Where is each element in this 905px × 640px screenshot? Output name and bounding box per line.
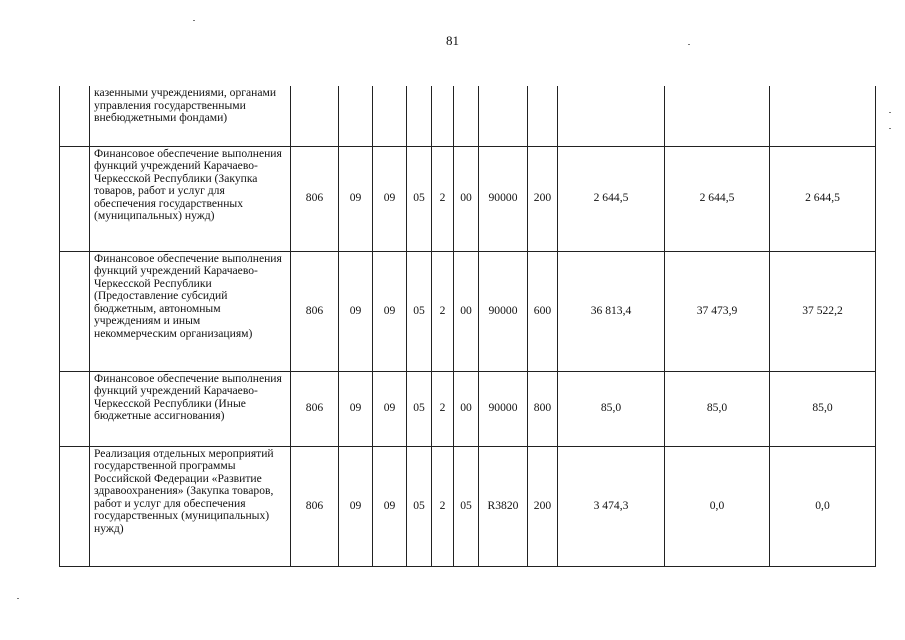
section-code-cell: 09: [339, 446, 373, 566]
amount-year-1-cell: 2 644,5: [558, 146, 665, 251]
scan-speck: [17, 598, 19, 599]
subsection-code-cell: 09: [373, 251, 407, 371]
ministry-code-cell: 806: [291, 251, 339, 371]
amount-year-3-cell: [770, 86, 876, 146]
row-description: Реализация отдельных мероприятий государственной программы Российской Федерации «Развитие здравоохранения» (Закупка товаров, работ и услуг для обеспечения государственных (муниципальных) нужд): [90, 446, 291, 566]
section-code-cell: [339, 86, 373, 146]
direction-code-cell: R3820: [479, 446, 528, 566]
direction-code-cell: 90000: [479, 371, 528, 446]
activity-code-cell: 00: [454, 251, 479, 371]
scan-speck: [889, 128, 891, 129]
subprogram-code-cell: 2: [432, 371, 454, 446]
program-code-cell: 05: [407, 146, 432, 251]
row-indent-cell: [60, 446, 90, 566]
table-row: [60, 251, 876, 371]
expense-type-cell: 200: [528, 146, 558, 251]
amount-year-3-cell: 2 644,5: [770, 146, 876, 251]
amount-year-2-cell: 2 644,5: [665, 146, 770, 251]
section-code-cell: 09: [339, 371, 373, 446]
activity-code-cell: [454, 86, 479, 146]
row-description: Финансовое обеспечение выполнения функций учреждений Карачаево-Черкесской Республики (Иные бюджетные ассигнования): [90, 371, 291, 446]
subsection-code-cell: 09: [373, 446, 407, 566]
table-row: [60, 146, 876, 251]
amount-year-3-cell: 85,0: [770, 371, 876, 446]
amount-year-1-cell: [558, 86, 665, 146]
scan-speck: [889, 112, 891, 113]
direction-code-cell: [479, 86, 528, 146]
amount-year-1-cell: 3 474,3: [558, 446, 665, 566]
row-indent-cell: [60, 86, 90, 146]
scan-speck: [193, 20, 195, 21]
activity-code-cell: 05: [454, 446, 479, 566]
expense-type-cell: 800: [528, 371, 558, 446]
amount-year-2-cell: 85,0: [665, 371, 770, 446]
section-code-cell: 09: [339, 146, 373, 251]
direction-code-cell: 90000: [479, 251, 528, 371]
amount-year-1-cell: 36 813,4: [558, 251, 665, 371]
amount-year-3-cell: 0,0: [770, 446, 876, 566]
subprogram-code-cell: 2: [432, 146, 454, 251]
program-code-cell: 05: [407, 251, 432, 371]
subprogram-code-cell: 2: [432, 446, 454, 566]
expense-type-cell: 600: [528, 251, 558, 371]
budget-table: [59, 86, 876, 567]
row-indent-cell: [60, 371, 90, 446]
row-indent-cell: [60, 251, 90, 371]
subsection-code-cell: [373, 86, 407, 146]
expense-type-cell: [528, 86, 558, 146]
table-row: [60, 86, 876, 146]
subsection-code-cell: 09: [373, 371, 407, 446]
ministry-code-cell: 806: [291, 446, 339, 566]
expense-type-cell: 200: [528, 446, 558, 566]
section-code-cell: 09: [339, 251, 373, 371]
row-description: Финансовое обеспечение выполнения функций учреждений Карачаево-Черкесской Республики (Предоставление субсидий бюджетным, автономным учреждениям и иным некоммерческим организациям): [90, 251, 291, 371]
row-description: казенными учреждениями, органами управления государственными внебюджетными фондами): [90, 86, 291, 146]
row-indent-cell: [60, 146, 90, 251]
table-row: [60, 371, 876, 446]
program-code-cell: 05: [407, 371, 432, 446]
amount-year-3-cell: 37 522,2: [770, 251, 876, 371]
subprogram-code-cell: 2: [432, 251, 454, 371]
program-code-cell: 05: [407, 446, 432, 566]
subprogram-code-cell: [432, 86, 454, 146]
amount-year-1-cell: 85,0: [558, 371, 665, 446]
subsection-code-cell: 09: [373, 146, 407, 251]
program-code-cell: [407, 86, 432, 146]
scan-speck: [688, 44, 690, 45]
ministry-code-cell: [291, 86, 339, 146]
amount-year-2-cell: 0,0: [665, 446, 770, 566]
ministry-code-cell: 806: [291, 146, 339, 251]
amount-year-2-cell: [665, 86, 770, 146]
activity-code-cell: 00: [454, 146, 479, 251]
ministry-code-cell: 806: [291, 371, 339, 446]
row-description: Финансовое обеспечение выполнения функций учреждений Карачаево-Черкесской Республики (Закупка товаров, работ и услуг для обеспечения государственных (муниципальных) нужд): [90, 146, 291, 251]
amount-year-2-cell: 37 473,9: [665, 251, 770, 371]
activity-code-cell: 00: [454, 371, 479, 446]
direction-code-cell: 90000: [479, 146, 528, 251]
table-row: [60, 446, 876, 566]
page-number: 81: [446, 33, 459, 48]
